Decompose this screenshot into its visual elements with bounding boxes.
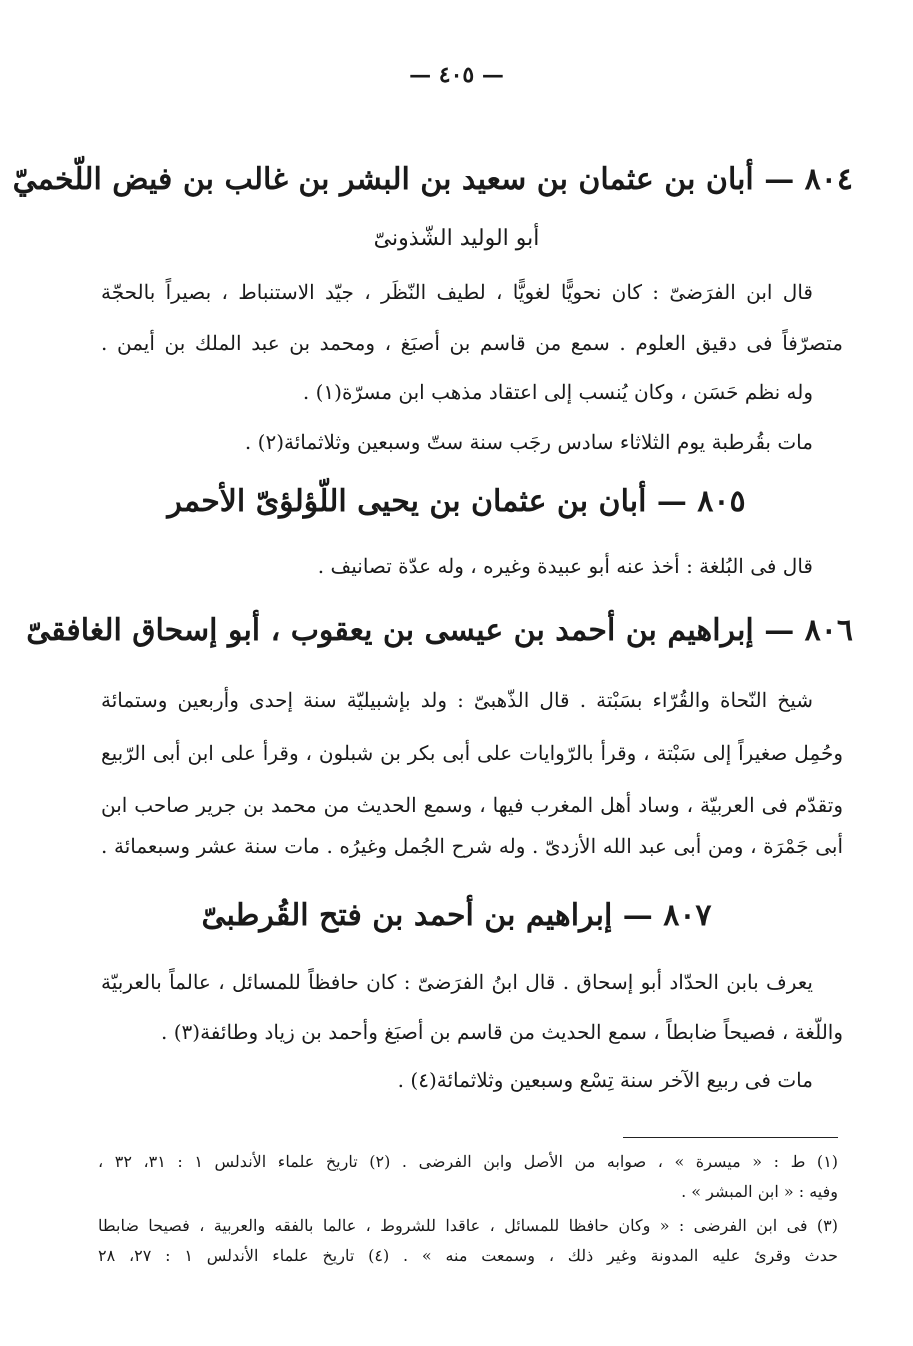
footnote-line: (٣) فى ابن الفرضى : « وكان حافظا للمسائل ، عاقدا للشروط ، عالما بالفقه والعربية ، فصيحا ضابطا <box>98 1216 838 1235</box>
page-number: — ٤٠٥ — <box>409 62 504 88</box>
entry-text-line: وحُمِل صغيراً إلى سَبْتة ، وقرأ بالرّوايات على أبى بكر بن شبلون ، وقرأ على ابن أبى الرّبيع <box>101 741 843 765</box>
footnote-line: (١) ط : « ميسرة » ، صوابه من الأصل وابن الفرضى . (٢) تاريخ علماء الأندلس ١ : ٣١، ٣٢ ، <box>98 1152 839 1171</box>
entry-heading: ٨٠٤ — أبان بن عثمان بن سعيد بن البشر بن غالب بن فيض اللّخميّ <box>12 162 853 197</box>
entry-text-line: واللّغة ، فصيحاً ضابطاً ، سمع الحديث من قاسم بن أصبَغ وأحمد بن زياد وطائفة(٣) . <box>160 1020 843 1044</box>
entry-text-line: متصرّفاً فى دقيق العلوم . سمع من قاسم بن أصبَغ ، ومحمد بن عبد الملك بن أيمن . <box>101 331 843 355</box>
footnote-line: حدث وقرئ عليه المدونة وغير ذلك ، وسمعت منه » . (٤) تاريخ علماء الأندلس ١ : ٢٧، ٢٨ <box>98 1246 839 1265</box>
entry-heading: ٨٠٧ — إبراهيم بن أحمد بن فتح القُرطبىّ <box>201 898 712 933</box>
entry-text-line: مات بقُرطبة يوم الثلاثاء سادس رجَب سنة ستّ وسبعين وثلاثمائة(٢) . <box>244 430 813 454</box>
entry-heading: ٨٠٥ — أبان بن عثمان بن يحيى اللّؤلؤىّ الأحمر <box>167 484 746 519</box>
footnote-line: وفيه : « ابن المبشر » . <box>681 1182 838 1201</box>
entry-heading: ٨٠٦ — إبراهيم بن أحمد بن عيسى بن يعقوب ، أبو إسحاق الغافقىّ <box>26 613 853 648</box>
entry-subheading: أبو الوليد الشّذونىّ <box>373 226 540 251</box>
entry-text-line: يعرف بابن الحدّاد أبو إسحاق . قال ابنُ الفرَضىّ : كان حافظاً للمسائل ، عالماً بالعربيّة <box>101 970 813 994</box>
entry-text-line: وله نظم حَسَن ، وكان يُنسب إلى اعتقاد مذهب ابن مسرّة(١) . <box>302 380 813 404</box>
entry-text-line: شيخ النّحاة والقُرّاء بسَبْتة . قال الذّهبىّ : ولد بإشبيليّة سنة إحدى وأربعين وستمائة <box>101 688 813 712</box>
entry-text-line: وتقدّم فى العربيّة ، وساد أهل المغرب فيها ، وسمع الحديث من محمد بن جرير صاحب ابن <box>101 793 843 817</box>
entry-text-line: قال فى البُلغة : أخذ عنه أبو عبيدة وغيره ، وله عدّة تصانيف . <box>317 554 813 578</box>
entry-text-line: قال ابن الفرَضىّ : كان نحويًّا لغويًّا ، لطيف النّظَر ، جيّد الاستنباط ، بصيراً بالحجّة <box>101 280 813 304</box>
footnote-divider <box>623 1137 838 1138</box>
entry-text-line: مات فى ربيع الآخر سنة تِسْع وسبعين وثلاثمائة(٤) . <box>397 1068 813 1092</box>
entry-text-line: أبى جَمْرَة ، ومن أبى عبد الله الأزدىّ . وله شرح الجُمل وغيرُه . مات سنة عشر وسبعمائة . <box>101 834 843 858</box>
